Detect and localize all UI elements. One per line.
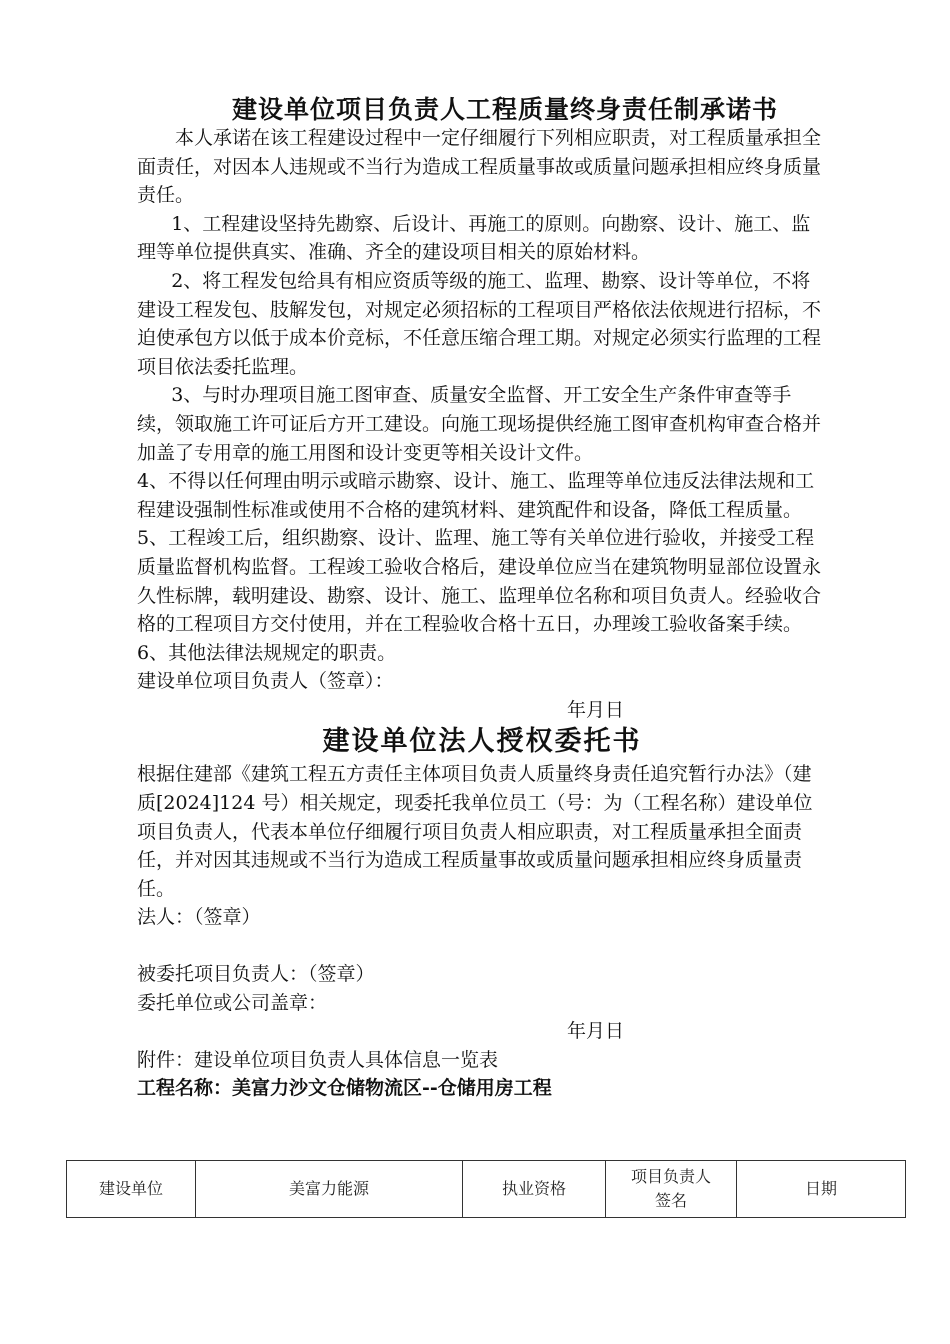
table-cell-unit-value[interactable]: 美富力能源 (196, 1161, 463, 1218)
promise-signature: 建设单位项目负责人（签章）： (137, 670, 394, 693)
promise-item-5: 5、工程竣工后，组织勘察、设计、监理、施工等有关单位进行验收，并接受工程质量监督机构监督。工程竣工验收合格后，建设单位应当在建筑物明显部位设置永久性标牌，载明建设、勘察、设计、施工、监理单位名称和项目负责人。经验收合格的工程项目方交付使用，并在工程验收合格十五日，办理竣工验收备案手续。 (137, 527, 822, 636)
table-row (67, 1161, 906, 1218)
table-cell-unit-label: 建设单位 (67, 1161, 196, 1218)
promise-item-2: 2、将工程发包给具有相应资质等级的施工、监理、勘察、设计等单位，不将建设工程发包、肢解发包，对规定必须招标的工程项目严格依法依规进行招标，不迫使承包方以低于成本价竞标，不任意压缩合理工期。对规定必须实行监理的工程项目依法委托监理。 (137, 269, 822, 378)
info-table (66, 1160, 906, 1218)
entrusted-signature: 被委托项目负责人：（签章） (137, 963, 375, 986)
promise-item-1: 1、工程建设坚持先勘察、后设计、再施工的原则。向勘察、设计、施工、监理等单位提供真实、准确、齐全的建设项目相关的原始材料。 (137, 212, 811, 264)
table-cell-qualification-label: 执业资格 (463, 1161, 606, 1218)
promise-title: 建设单位项目负责人工程质量终身责任制承诺书 (231, 95, 778, 124)
promise-date: 年月日 (567, 698, 625, 721)
table-cell-signature-label: 项目负责人 签名 (606, 1161, 737, 1218)
promise-item-3: 3、与时办理项目施工图审查、质量安全监督、开工安全生产条件审查等手续，领取施工许可证后方开工建设。向施工现场提供经施工图审查机构审查合格并加盖了专用章的施工用图和设计变更等相关设计文件。 (137, 384, 822, 464)
table-cell-date-label: 日期 (737, 1161, 906, 1218)
project-name: 工程名称：美富力沙文仓储物流区--仓储用房工程 (137, 1077, 552, 1100)
promise-intro: 本人承诺在该工程建设过程中一定仔细履行下列相应职责，对工程质量承担全面责任，对因本人违规或不当行为造成工程质量事故或质量问题承担相应终身质量责任。 (137, 127, 822, 207)
company-seal: 委托单位或公司盖章： (137, 991, 328, 1014)
promise-item-6: 6、其他法律法规规定的职责。 (137, 641, 397, 664)
legal-person-signature: 法人：（签章） (137, 906, 261, 929)
authorization-body: 根据住建部《建筑工程五方责任主体项目负责人质量终身责任追究暂行办法》（建质[2024]124 号）相关规定，现委托我单位员工（号：为（工程名称）建设单位项目负责人，代表本单位仔细履行项目负责人相应职责，对工程质量承担全面责任，并对因其违规或不当行为造成工程质量事故或质量问题承担相应终身质量责任。 (137, 763, 813, 900)
authorization-date: 年月日 (567, 1020, 625, 1043)
promise-body (137, 124, 827, 1103)
attachment-note: 附件：建设单位项目负责人具体信息一览表 (137, 1048, 499, 1071)
authorization-title: 建设单位法人授权委托书 (322, 726, 642, 758)
promise-item-4: 4、不得以任何理由明示或暗示勘察、设计、施工、监理等单位违反法律法规和工程建设强制性标准或使用不合格的建筑材料、建筑配件和设备，降低工程质量。 (137, 470, 815, 521)
